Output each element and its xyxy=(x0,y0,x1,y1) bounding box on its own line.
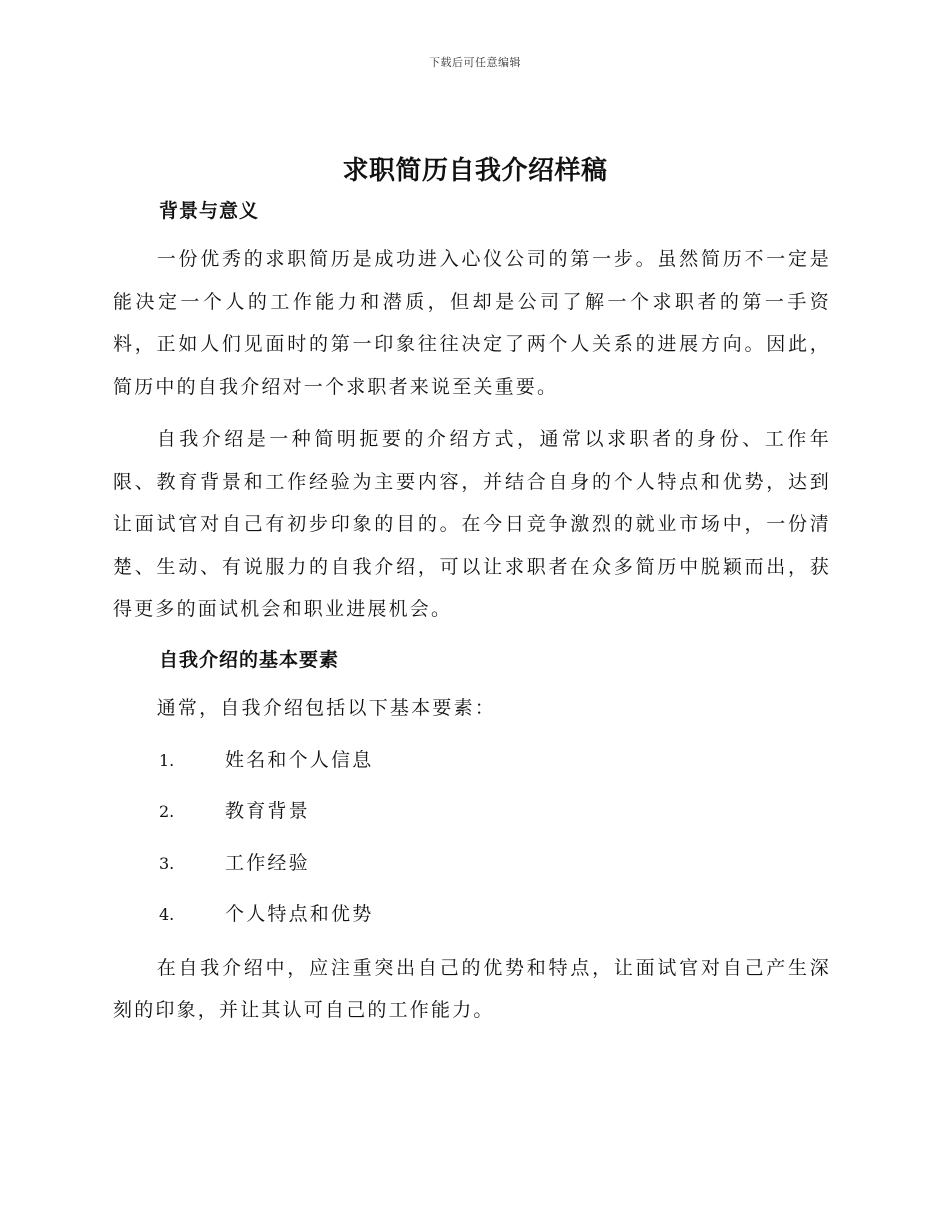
list-item-number: 4. xyxy=(159,905,175,924)
list-item-number: 3. xyxy=(159,853,175,873)
section-heading-elements: 自我介绍的基本要素 xyxy=(159,648,340,671)
section-heading-background: 背景与意义 xyxy=(159,200,260,222)
page-header-note: 下载后可任意编辑 xyxy=(429,56,521,69)
paragraph: 自我介绍是一种简明扼要的介绍方式，通常以求职者的身份、工作年限、教育背景和工作经验为主要内容，并结合自身的个人特点和优势，达到让面试官对自己有初步印象的目的。在今日竞争激烈的就业市场中，一份清楚、生动、有说服力的自我介绍，可以让求职者在众多简历中脱颖而出，获得更多的面试机会和职业进展机会。 xyxy=(113,428,831,620)
list-item-text: 姓名和个人信息 xyxy=(225,748,374,771)
paragraph-intro: 通常，自我介绍包括以下基本要素： xyxy=(156,696,496,719)
paragraph: 一份优秀的求职简历是成功进入心仪公司的第一步。虽然简历不一定是能决定一个人的工作能力和潜质，但却是公司了解一个求职者的第一手资料，正如人们见面时的第一印象往往决定了两个人关系的进展方向。因此，简历中的自我介绍对一个求职者来说至关重要。 xyxy=(113,248,831,398)
document-body xyxy=(113,196,831,1032)
paragraph-closing: 在自我介绍中，应注重突出自己的优势和特点，让面试官对自己产生深刻的印象，并让其认可自己的工作能力。 xyxy=(113,956,831,1021)
list-item-text: 工作经验 xyxy=(225,851,310,874)
list-item xyxy=(113,889,831,941)
list-item xyxy=(113,838,831,890)
elements-list xyxy=(113,735,831,941)
list-item-text: 教育背景 xyxy=(225,800,310,822)
list-item xyxy=(113,786,831,838)
list-item xyxy=(113,735,831,787)
list-item-number: 1. xyxy=(159,750,175,770)
list-item-number: 2. xyxy=(159,802,175,821)
document-title: 求职简历自我介绍样稿 xyxy=(342,156,608,186)
list-item-text: 个人特点和优势 xyxy=(225,903,374,925)
